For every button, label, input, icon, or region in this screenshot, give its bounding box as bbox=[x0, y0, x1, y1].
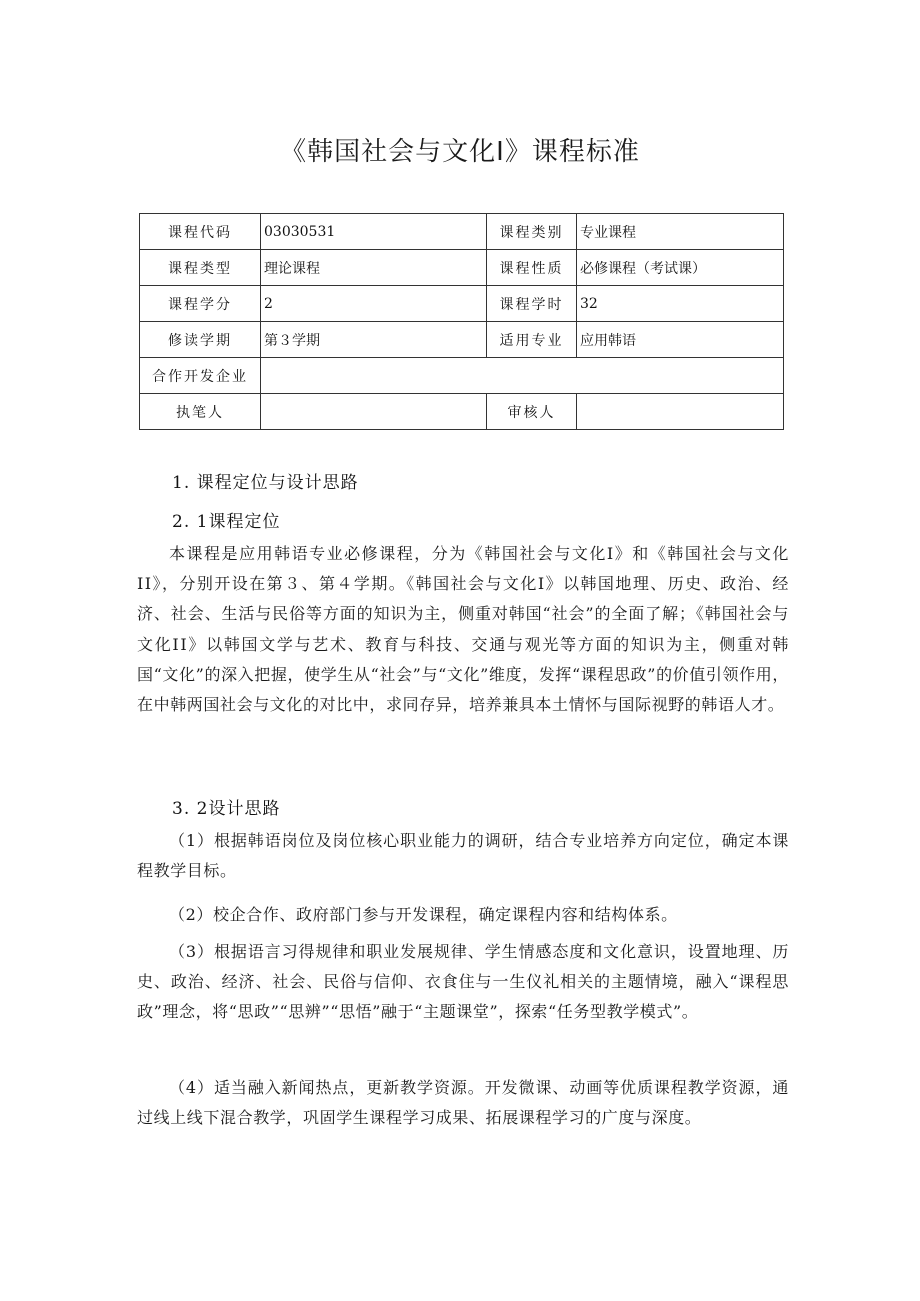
course-category-value: 专业课程 bbox=[577, 214, 784, 250]
design-item-4: （4）适当融入新闻热点，更新教学资源。开发微课、动画等优质课程教学资源，通过线上线下混合教学，巩固学生课程学习成果、拓展课程学习的广度与深度。 bbox=[137, 1078, 789, 1128]
course-code-value: 03030531 bbox=[261, 214, 487, 250]
course-hours-label: 课程学时 bbox=[487, 286, 577, 322]
page-title: 《韩国社会与文化Ⅰ》课程标准 bbox=[280, 137, 640, 167]
design-item-1: （1）根据韩语岗位及岗位核心职业能力的调研，结合专业培养方向定位，确定本课程教学目标。 bbox=[137, 831, 789, 881]
course-credit-label: 课程学分 bbox=[140, 286, 261, 322]
author-label: 执笔人 bbox=[140, 394, 261, 430]
applicable-major-value: 应用韩语 bbox=[577, 322, 784, 358]
design-item-3: （3）根据语言习得规律和职业发展规律、学生情感态度和文化意识，设置地理、历史、政治、经济、社会、民俗与信仰、衣食住与一生仪礼相关的主题情境，融入“课程思政”理念，将“思政”“思辨”“思悟”融于“主题课堂”，探索“任务型教学模式”。 bbox=[137, 942, 789, 1022]
course-info-table bbox=[139, 213, 784, 430]
table-row bbox=[140, 250, 784, 286]
reviewer-value bbox=[577, 394, 784, 430]
reviewer-label: 审核人 bbox=[487, 394, 577, 430]
course-positioning-paragraph: 本课程是应用韩语专业必修课程，分为《韩国社会与文化Ⅰ》和《韩国社会与文化ⅠⅠ》，分别开设在第３、第４学期。《韩国社会与文化Ⅰ》以韩国地理、历史、政治、经济、社会、生活与民俗等方面的知识为主，侧重对韩国“社会”的全面了解；《韩国社会与文化ⅠⅠ》以韩国文学与艺术、教育与科技、交通与观光等方面的知识为主，侧重对韩国“文化”的深入把握，使学生从“社会”与“文化”维度，发挥“课程思政”的价值引领作用，在中韩两国社会与文化的对比中，求同存异，培养兼具本土情怀与国际视野的韩语人才。 bbox=[137, 544, 789, 715]
study-term-value: 第３学期 bbox=[261, 322, 487, 358]
table-row bbox=[140, 322, 784, 358]
table-row bbox=[140, 358, 784, 394]
design-item-2: （2）校企合作、政府部门参与开发课程，确定课程内容和结构体系。 bbox=[169, 905, 678, 924]
table-row bbox=[140, 394, 784, 430]
table-row bbox=[140, 214, 784, 250]
course-credit-value: 2 bbox=[261, 286, 487, 322]
course-nature-value: 必修课程（考试课） bbox=[577, 250, 784, 286]
study-term-label: 修读学期 bbox=[140, 322, 261, 358]
course-type-label: 课程类型 bbox=[140, 250, 261, 286]
section-heading-design-ideas: 3. 2设计思路 bbox=[172, 799, 281, 819]
section-heading-course-positioning: 2. 1课程定位 bbox=[172, 512, 281, 532]
partner-enterprise-value bbox=[261, 358, 784, 394]
partner-enterprise-label: 合作开发企业 bbox=[140, 358, 261, 394]
table-row bbox=[140, 286, 784, 322]
course-nature-label: 课程性质 bbox=[487, 250, 577, 286]
course-type-value: 理论课程 bbox=[261, 250, 487, 286]
course-hours-value: 32 bbox=[577, 286, 784, 322]
author-value bbox=[261, 394, 487, 430]
section-heading-positioning-design: 1. 课程定位与设计思路 bbox=[172, 473, 359, 493]
applicable-major-label: 适用专业 bbox=[487, 322, 577, 358]
course-category-label: 课程类别 bbox=[487, 214, 577, 250]
course-code-label: 课程代码 bbox=[140, 214, 261, 250]
